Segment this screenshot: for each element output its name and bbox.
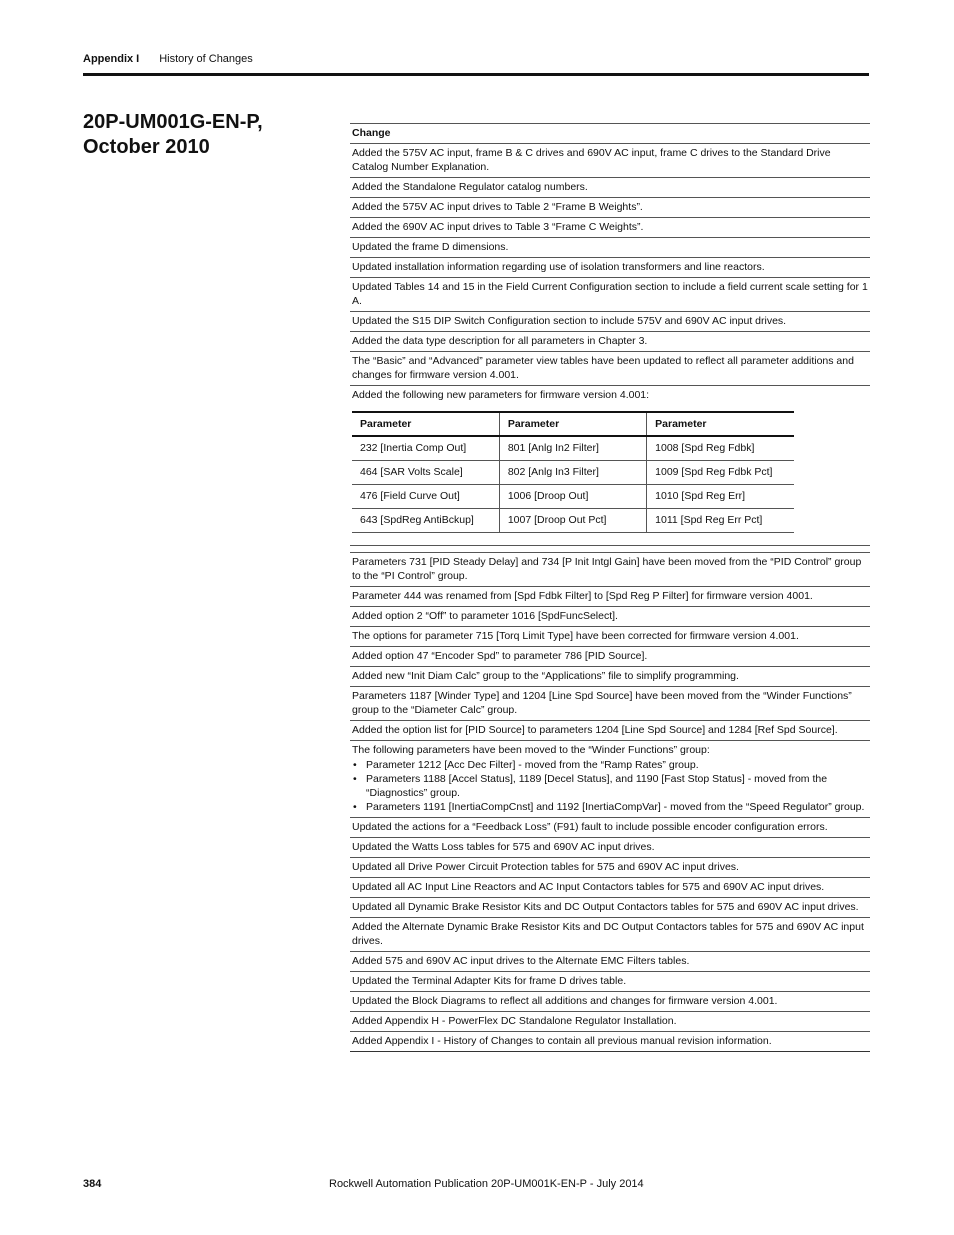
change-row: Updated the actions for a “Feedback Loss” (F91) fault to include possible encoder configuration errors. <box>350 818 870 838</box>
table-cell: 643 [SpdReg AntiBckup] <box>352 508 499 532</box>
change-row: Parameters 731 [PID Steady Delay] and 734 [P Init Intgl Gain] have been moved from the “PID Control” group to the “PI Control” group. <box>350 553 870 587</box>
moved-parameters-row <box>350 741 870 818</box>
changes-header: Change <box>350 123 870 144</box>
change-row: Updated the Block Diagrams to reflect all additions and changes for firmware version 4.001. <box>350 992 870 1012</box>
change-row: Updated the Terminal Adapter Kits for frame D drives table. <box>350 972 870 992</box>
running-header <box>83 53 253 65</box>
table-cell: 802 [Anlg In3 Filter] <box>499 460 646 484</box>
change-row: Parameters 1187 [Winder Type] and 1204 [Line Spd Source] have been moved from the “Winder Functions” group to the “Diameter Calc” group. <box>350 687 870 721</box>
table-cell: 476 [Field Curve Out] <box>352 484 499 508</box>
appendix-label: Appendix I <box>83 53 140 65</box>
change-row: Added Appendix H - PowerFlex DC Standalone Regulator Installation. <box>350 1012 870 1032</box>
change-row: Added option 47 “Encoder Spd” to parameter 786 [PID Source]. <box>350 647 870 667</box>
column-header: Parameter <box>499 412 646 436</box>
change-row: Added the option list for [PID Source] to parameters 1204 [Line Spd Source] and 1284 [Ref Spd Source]. <box>350 721 870 741</box>
change-row: Added 575 and 690V AC input drives to the Alternate EMC Filters tables. <box>350 952 870 972</box>
section-title <box>83 110 313 160</box>
new-parameters-block <box>350 386 870 546</box>
new-parameters-table <box>352 411 794 533</box>
change-row: Added the 690V AC input drives to Table 3 “Frame C Weights”. <box>350 218 870 238</box>
change-row: Added option 2 “Off” to parameter 1016 [SpdFuncSelect]. <box>350 607 870 627</box>
table-cell: 1007 [Droop Out Pct] <box>499 508 646 532</box>
parameters-header-row <box>352 412 794 436</box>
list-item: • Parameters 1191 [InertiaCompCnst] and 1192 [InertiaCompVar] - moved from the “Speed Regulator” group. <box>366 800 868 814</box>
table-row <box>352 436 794 460</box>
table-cell: 1010 [Spd Reg Err] <box>647 484 794 508</box>
table-cell: 1009 [Spd Reg Fdbk Pct] <box>647 460 794 484</box>
table-cell: 801 [Anlg In2 Filter] <box>499 436 646 460</box>
change-row: Updated all Drive Power Circuit Protection tables for 575 and 690V AC input drives. <box>350 858 870 878</box>
changes-group-after-a <box>350 553 870 741</box>
change-row: Added Appendix I - History of Changes to contain all previous manual revision information. <box>350 1032 870 1052</box>
section-title-line2: October 2010 <box>83 136 210 158</box>
table-row <box>352 484 794 508</box>
table-row <box>352 508 794 532</box>
page-number: 384 <box>83 1178 102 1190</box>
column-header: Parameter <box>647 412 794 436</box>
change-row: Updated the Watts Loss tables for 575 and 690V AC input drives. <box>350 838 870 858</box>
table-cell: 1006 [Droop Out] <box>499 484 646 508</box>
section-title-line1: 20P-UM001G-EN-P, <box>83 111 263 133</box>
change-row: Updated installation information regarding use of isolation transformers and line reactors. <box>350 258 870 278</box>
change-row: Added the 575V AC input, frame B & C drives and 690V AC input, frame C drives to the Standard Drive Catalog Number Explanation. <box>350 144 870 178</box>
list-item: • Parameter 1212 [Acc Dec Filter] - moved from the “Ramp Rates” group. <box>366 758 868 772</box>
table-row <box>352 460 794 484</box>
change-row: Parameter 444 was renamed from [Spd Fdbk Filter] to [Spd Reg P Filter] for firmware version 4001. <box>350 587 870 607</box>
table-cell: 464 [SAR Volts Scale] <box>352 460 499 484</box>
change-row: Updated all Dynamic Brake Resistor Kits and DC Output Contactors tables for 575 and 690V AC input drives. <box>350 898 870 918</box>
section-label: History of Changes <box>159 53 253 65</box>
new-parameters-intro: Added the following new parameters for firmware version 4.001: <box>352 389 650 401</box>
column-header: Parameter <box>352 412 499 436</box>
publication-info: Rockwell Automation Publication 20P-UM001K-EN-P - July 2014 <box>329 1178 644 1190</box>
list-item: • Parameters 1188 [Accel Status], 1189 [Decel Status], and 1190 [Fast Stop Status] - moved from the “Diagnostics” group. <box>366 772 868 800</box>
moved-parameters-intro: The following parameters have been moved to the “Winder Functions” group: <box>352 743 710 756</box>
change-row: Added the 575V AC input drives to Table 2 “Frame B Weights”. <box>350 198 870 218</box>
change-row: Updated all AC Input Line Reactors and AC Input Contactors tables for 575 and 690V AC input drives. <box>350 878 870 898</box>
table-gap <box>350 546 870 553</box>
change-row: Updated Tables 14 and 15 in the Field Current Configuration section to include a field current scale setting for 1 A. <box>350 278 870 312</box>
change-row: Updated the frame D dimensions. <box>350 238 870 258</box>
change-row: The options for parameter 715 [Torq Limit Type] have been corrected for firmware version 4.001. <box>350 627 870 647</box>
table-cell: 1008 [Spd Reg Fdbk] <box>647 436 794 460</box>
changes-table <box>350 123 870 1052</box>
change-row: Updated the S15 DIP Switch Configuration section to include 575V and 690V AC input drives. <box>350 312 870 332</box>
changes-group-after-b <box>350 818 870 1052</box>
change-row: Added the data type description for all parameters in Chapter 3. <box>350 332 870 352</box>
change-row: The “Basic” and “Advanced” parameter view tables have been updated to reflect all parameter additions and changes for firmware version 4.001. <box>350 352 870 386</box>
changes-group-before <box>350 144 870 386</box>
table-cell: 232 [Inertia Comp Out] <box>352 436 499 460</box>
change-row: Added the Standalone Regulator catalog numbers. <box>350 178 870 198</box>
change-row: Added the Alternate Dynamic Brake Resistor Kits and DC Output Contactors tables for 575 and 690V AC input drives. <box>350 918 870 952</box>
moved-parameters-list <box>352 758 868 814</box>
header-rule <box>83 73 869 76</box>
change-row: Added new “Init Diam Calc” group to the “Applications” file to simplify programming. <box>350 667 870 687</box>
table-cell: 1011 [Spd Reg Err Pct] <box>647 508 794 532</box>
